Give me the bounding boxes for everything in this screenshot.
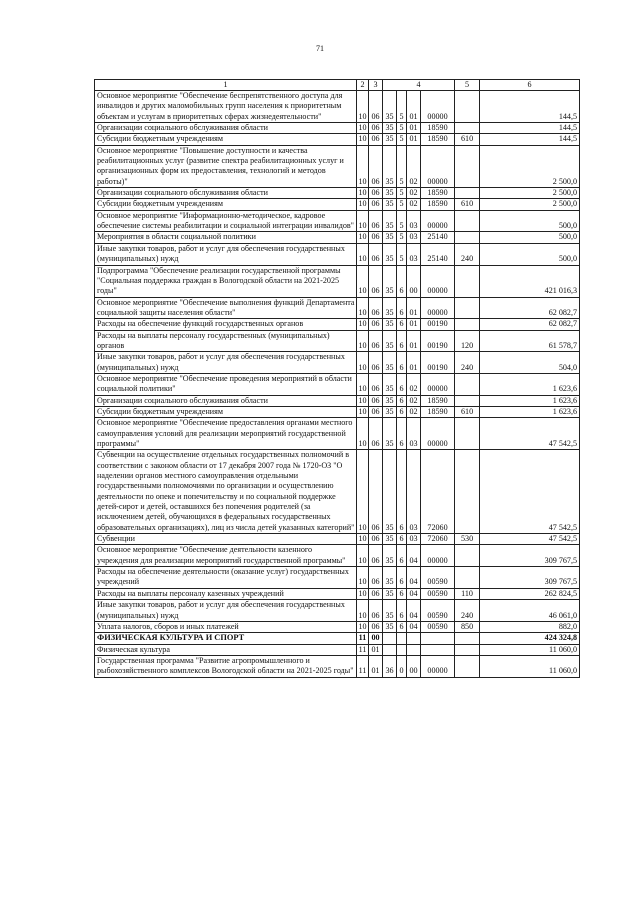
table-row	[95, 406, 580, 417]
row-name: Субсидии бюджетным учреждениям	[95, 199, 357, 210]
row-section-code: 10	[357, 600, 369, 622]
row-amount: 47 542,5	[480, 450, 580, 534]
row-subsection-code: 06	[369, 621, 383, 632]
header-cell-3: 3	[369, 80, 383, 91]
row-program-code: 35	[383, 199, 397, 210]
row-subsection-code: 06	[369, 395, 383, 406]
row-section-code: 10	[358, 319, 367, 329]
row-subsection-code: 06	[369, 123, 383, 134]
row-name: Расходы на выплаты персоналу государственных (муниципальных) органов	[95, 330, 357, 352]
row-section-code: 10	[358, 188, 367, 198]
page-number: 71	[316, 44, 324, 53]
row-expense-type-code	[455, 450, 480, 534]
row-subprogram-code: 5	[397, 91, 407, 123]
row-expense-type-code	[455, 418, 480, 450]
row-subprogram-code: 5	[397, 199, 407, 210]
row-name: Физическая культура	[95, 644, 357, 655]
row-event-code: 01	[407, 134, 421, 145]
row-subsection-code: 06	[369, 265, 383, 297]
row-amount: 424 324,8	[480, 633, 580, 644]
row-subsection-code: 00	[369, 633, 383, 644]
row-subprogram-code	[397, 644, 407, 655]
row-program-code: 35	[383, 243, 397, 265]
row-direction-code: 25140	[421, 232, 455, 243]
row-event-code: 03	[407, 243, 421, 265]
row-section-code: 10	[357, 418, 369, 450]
row-program-code: 35	[383, 373, 397, 395]
row-subsection-code: 06	[369, 134, 383, 145]
row-amount: 1 623,6	[480, 373, 580, 395]
row-amount: 504,0	[480, 352, 580, 374]
row-subprogram-code: 6	[397, 567, 407, 589]
row-direction-code: 00000	[421, 265, 455, 297]
row-program-code: 35	[383, 145, 397, 187]
row-subprogram-code: 6	[397, 418, 407, 450]
row-name: Основное мероприятие "Обеспечение беспрепятственного доступа для инвалидов и других маломобильных групп населения к приоритетным объектам и услугам в приоритетных сферах жизнедеятельности"	[95, 91, 357, 123]
row-amount: 11 060,0	[480, 644, 580, 655]
row-event-code: 03	[407, 210, 421, 232]
row-direction-code: 00000	[421, 145, 455, 187]
row-direction-code: 00590	[421, 567, 455, 589]
row-event-code: 02	[407, 145, 421, 187]
row-section-code: 11	[357, 655, 369, 677]
row-direction-code: 00000	[421, 545, 455, 567]
row-subsection-code: 06	[369, 534, 383, 545]
table-row	[95, 330, 580, 352]
table-row	[95, 655, 580, 677]
row-program-code: 35	[383, 534, 397, 545]
row-event-code: 01	[407, 123, 421, 134]
row-expense-type-code: 850	[455, 621, 480, 632]
row-program-code: 35	[383, 621, 397, 632]
row-section-code: 10	[357, 297, 369, 319]
row-subsection-code: 06	[369, 588, 383, 599]
row-program-code: 35	[383, 91, 397, 123]
row-program-code: 35	[383, 188, 397, 199]
row-name: Государственная программа "Развитие агропромышленного и рыбохозяйственного комплексов Вологодской области на 2021-2025 годы"	[95, 655, 357, 677]
row-event-code: 02	[407, 395, 421, 406]
row-event-code: 02	[407, 188, 421, 199]
row-subprogram-code: 6	[397, 406, 407, 417]
row-name: Расходы на выплаты персоналу казенных учреждений	[95, 588, 357, 599]
row-subprogram-code: 6	[397, 450, 407, 534]
row-name: Уплата налогов, сборов и иных платежей	[95, 621, 357, 632]
row-subsection-code: 06	[369, 188, 383, 199]
row-name: Основное мероприятие "Обеспечение предоставления органами местного самоуправления условий для реализации мероприятий государственной программы"	[95, 418, 357, 450]
row-subsection-code: 06	[369, 232, 383, 243]
row-subsection-code: 06	[369, 352, 383, 374]
row-subsection-code: 06	[369, 545, 383, 567]
row-direction-code: 00000	[421, 210, 455, 232]
row-expense-type-code	[455, 210, 480, 232]
row-subsection-code: 06	[369, 145, 383, 187]
row-expense-type-code	[455, 373, 480, 395]
row-subprogram-code: 6	[397, 297, 407, 319]
row-name: Организации социального обслуживания области	[95, 188, 357, 199]
row-program-code: 35	[383, 600, 397, 622]
row-direction-code: 72060	[421, 450, 455, 534]
row-expense-type-code: 610	[455, 134, 480, 145]
row-name: Иные закупки товаров, работ и услуг для обеспечения государственных (муниципальных) нужд	[95, 352, 357, 374]
header-cell-1: 1	[95, 80, 357, 91]
table-row	[95, 600, 580, 622]
row-name: Организации социального обслуживания области	[95, 395, 357, 406]
row-program-code	[383, 644, 397, 655]
row-subsection-code: 06	[369, 210, 383, 232]
row-program-code: 35	[383, 450, 397, 534]
row-section-code: 10	[357, 373, 369, 395]
row-direction-code: 18590	[421, 134, 455, 145]
row-subprogram-code: 6	[397, 545, 407, 567]
row-program-code: 35	[383, 330, 397, 352]
row-program-code: 35	[383, 297, 397, 319]
row-section-code: 10	[358, 134, 367, 144]
row-event-code: 00	[407, 265, 421, 297]
row-section-code: 10	[357, 450, 369, 534]
row-expense-type-code: 530	[455, 534, 480, 545]
row-event-code: 00	[407, 655, 421, 677]
row-section-code: 10	[357, 145, 369, 187]
row-section-code: 10	[357, 330, 369, 352]
table-row	[95, 265, 580, 297]
row-amount: 2 500,0	[480, 199, 580, 210]
row-program-code: 35	[383, 395, 397, 406]
row-event-code: 04	[407, 545, 421, 567]
row-section-code: 10	[357, 265, 369, 297]
table-row	[95, 243, 580, 265]
table-row	[95, 418, 580, 450]
row-amount: 309 767,5	[480, 545, 580, 567]
row-subprogram-code: 6	[397, 621, 407, 632]
row-name: Иные закупки товаров, работ и услуг для обеспечения государственных (муниципальных) нужд	[95, 600, 357, 622]
table-row	[95, 297, 580, 319]
row-expense-type-code	[455, 188, 480, 199]
row-section-code: 11	[357, 633, 369, 644]
row-subsection-code: 06	[369, 418, 383, 450]
row-subsection-code: 06	[369, 243, 383, 265]
row-amount: 144,5	[480, 91, 580, 123]
row-subsection-code: 06	[369, 199, 383, 210]
row-expense-type-code: 610	[455, 199, 480, 210]
row-direction-code: 72060	[421, 534, 455, 545]
row-subsection-code: 06	[369, 319, 383, 330]
row-name: Субсидии бюджетным учреждениям	[95, 134, 357, 145]
table-row	[95, 633, 580, 644]
table-header-row	[95, 80, 580, 91]
row-amount: 47 542,5	[480, 418, 580, 450]
row-event-code: 04	[407, 600, 421, 622]
table-row	[95, 450, 580, 534]
row-expense-type-code	[455, 145, 480, 187]
row-program-code: 35	[383, 265, 397, 297]
row-program-code: 35	[383, 588, 397, 599]
table-row	[95, 188, 580, 199]
row-expense-type-code	[455, 319, 480, 330]
row-event-code: 02	[407, 373, 421, 395]
row-expense-type-code	[455, 123, 480, 134]
row-subsection-code: 06	[369, 600, 383, 622]
table-row	[95, 199, 580, 210]
row-event-code: 01	[407, 330, 421, 352]
row-program-code: 36	[383, 655, 397, 677]
table-row	[95, 319, 580, 330]
row-expense-type-code: 110	[455, 588, 480, 599]
row-event-code: 04	[407, 621, 421, 632]
header-cell-2: 2	[357, 80, 369, 91]
row-subsection-code: 06	[369, 91, 383, 123]
row-program-code: 35	[383, 352, 397, 374]
row-program-code	[383, 633, 397, 644]
row-direction-code: 00190	[421, 352, 455, 374]
row-subprogram-code: 6	[397, 352, 407, 374]
row-expense-type-code	[455, 395, 480, 406]
row-name: Мероприятия в области социальной политики	[95, 232, 357, 243]
table-row	[95, 373, 580, 395]
row-amount: 144,5	[480, 134, 580, 145]
table-row	[95, 232, 580, 243]
table-row	[95, 123, 580, 134]
row-expense-type-code: 120	[455, 330, 480, 352]
header-cell-6: 6	[480, 80, 580, 91]
table-row	[95, 545, 580, 567]
row-direction-code	[421, 644, 455, 655]
row-subprogram-code: 5	[397, 123, 407, 134]
row-event-code	[407, 633, 421, 644]
row-direction-code: 00000	[421, 418, 455, 450]
table-row	[95, 534, 580, 545]
row-direction-code: 00590	[421, 588, 455, 599]
row-subprogram-code: 5	[397, 134, 407, 145]
row-amount: 47 542,5	[480, 534, 580, 545]
row-expense-type-code: 240	[455, 600, 480, 622]
row-amount: 11 060,0	[480, 655, 580, 677]
row-event-code: 01	[407, 319, 421, 330]
table-row	[95, 145, 580, 187]
row-amount: 262 824,5	[480, 588, 580, 599]
row-amount: 144,5	[480, 123, 580, 134]
row-name: Субсидии бюджетным учреждениям	[95, 406, 357, 417]
row-direction-code: 00000	[421, 297, 455, 319]
row-direction-code: 00000	[421, 373, 455, 395]
table-row	[95, 210, 580, 232]
table-row	[95, 567, 580, 589]
row-amount: 500,0	[480, 210, 580, 232]
row-section-code: 10	[357, 567, 369, 589]
table-row	[95, 588, 580, 599]
row-subprogram-code: 6	[397, 265, 407, 297]
row-direction-code: 25140	[421, 243, 455, 265]
row-name: Основное мероприятие "Информационно-методическое, кадровое обеспечение системы реабилитации и социальной интеграции инвалидов"	[95, 210, 357, 232]
row-name: Организации социального обслуживания области	[95, 123, 357, 134]
row-section-code: 10	[357, 352, 369, 374]
row-expense-type-code	[455, 644, 480, 655]
row-subprogram-code: 5	[397, 243, 407, 265]
row-section-code: 10	[358, 232, 367, 242]
row-amount: 500,0	[480, 232, 580, 243]
row-event-code: 01	[407, 91, 421, 123]
row-amount: 62 082,7	[480, 319, 580, 330]
row-event-code: 02	[407, 199, 421, 210]
row-event-code: 01	[407, 352, 421, 374]
row-subprogram-code: 5	[397, 145, 407, 187]
row-amount: 2 500,0	[480, 145, 580, 187]
row-event-code	[407, 644, 421, 655]
row-subprogram-code: 5	[397, 210, 407, 232]
row-section-code: 11	[357, 644, 369, 655]
table-row	[95, 621, 580, 632]
row-program-code: 35	[383, 210, 397, 232]
row-subprogram-code: 5	[397, 188, 407, 199]
row-subsection-code: 06	[369, 373, 383, 395]
row-section-code: 10	[358, 534, 367, 544]
row-expense-type-code: 240	[455, 243, 480, 265]
table-row	[95, 352, 580, 374]
row-name: ФИЗИЧЕСКАЯ КУЛЬТУРА И СПОРТ	[95, 633, 357, 644]
row-expense-type-code	[455, 297, 480, 319]
row-amount: 1 623,6	[480, 406, 580, 417]
row-amount: 1 623,6	[480, 395, 580, 406]
row-section-code: 10	[357, 91, 369, 123]
row-section-code: 10	[357, 545, 369, 567]
row-name: Субвенции на осуществление отдельных государственных полномочий в соответствии с законом области от 17 декабря 2007 года № 1720-ОЗ "О наделении органов местного самоуправления отдельными государственными полномочиями по организации и осуществлению деятельности по опеке и попечительству и по социальной поддержке детей-сирот и детей, оставшихся без попечения родителей (за исключением детей, обучающихся в федеральных государственных образовательных организациях), лиц из числа детей указанных категорий"	[95, 450, 357, 534]
row-name: Основное мероприятие "Обеспечение проведения мероприятий в области социальной политики"	[95, 373, 357, 395]
table-row	[95, 91, 580, 123]
row-subprogram-code: 6	[397, 395, 407, 406]
row-section-code: 10	[358, 406, 367, 416]
row-expense-type-code	[455, 633, 480, 644]
row-event-code: 03	[407, 450, 421, 534]
row-section-code: 10	[358, 123, 367, 133]
row-subprogram-code: 6	[397, 600, 407, 622]
row-name: Основное мероприятие "Обеспечение выполнения функций Департамента социальной защиты населения области"	[95, 297, 357, 319]
row-subsection-code: 01	[369, 644, 383, 655]
row-subprogram-code: 0	[397, 655, 407, 677]
budget-table	[94, 79, 580, 678]
row-name: Расходы на обеспечение функций государственных органов	[95, 319, 357, 330]
row-amount: 61 578,7	[480, 330, 580, 352]
row-expense-type-code	[455, 91, 480, 123]
row-amount: 46 061,0	[480, 600, 580, 622]
row-amount: 309 767,5	[480, 567, 580, 589]
row-direction-code: 00590	[421, 621, 455, 632]
table-row	[95, 134, 580, 145]
row-program-code: 35	[383, 232, 397, 243]
row-expense-type-code	[455, 655, 480, 677]
row-direction-code: 00190	[421, 330, 455, 352]
row-program-code: 35	[383, 545, 397, 567]
row-subprogram-code: 6	[397, 534, 407, 545]
row-direction-code: 18590	[421, 395, 455, 406]
header-cell-5: 5	[455, 80, 480, 91]
row-program-code: 35	[383, 134, 397, 145]
row-direction-code	[421, 633, 455, 644]
row-subprogram-code: 6	[397, 373, 407, 395]
row-name: Расходы на обеспечение деятельности (оказание услуг) государственных учреждений	[95, 567, 357, 589]
row-name: Иные закупки товаров, работ и услуг для обеспечения государственных (муниципальных) нужд	[95, 243, 357, 265]
row-amount: 500,0	[480, 243, 580, 265]
row-event-code: 01	[407, 297, 421, 319]
row-direction-code: 18590	[421, 406, 455, 417]
row-section-code: 10	[358, 621, 367, 631]
row-name: Подпрограмма "Обеспечение реализации государственной программы "Социальная поддержка граждан в Вологодской области на 2021-2025 годы"	[95, 265, 357, 297]
row-subsection-code: 06	[369, 450, 383, 534]
row-program-code: 35	[383, 123, 397, 134]
row-direction-code: 18590	[421, 188, 455, 199]
row-section-code: 10	[358, 199, 367, 209]
row-subsection-code: 06	[369, 567, 383, 589]
row-program-code: 35	[383, 406, 397, 417]
row-subsection-code: 06	[369, 330, 383, 352]
row-expense-type-code	[455, 545, 480, 567]
row-direction-code: 18590	[421, 199, 455, 210]
row-program-code: 35	[383, 567, 397, 589]
row-program-code: 35	[383, 319, 397, 330]
row-expense-type-code	[455, 567, 480, 589]
row-amount: 2 500,0	[480, 188, 580, 199]
row-subprogram-code: 5	[397, 232, 407, 243]
table-row	[95, 644, 580, 655]
row-subsection-code: 06	[369, 406, 383, 417]
row-subprogram-code: 6	[397, 588, 407, 599]
row-event-code: 03	[407, 232, 421, 243]
row-section-code: 10	[357, 210, 369, 232]
row-name: Основное мероприятие "Повышение доступности и качества реабилитационных услуг (развитие спектра реабилитационных услуг и организационных форм их предоставления, технологий и методов работы)"	[95, 145, 357, 187]
row-event-code: 02	[407, 406, 421, 417]
row-subprogram-code: 6	[397, 319, 407, 330]
row-subprogram-code: 6	[397, 330, 407, 352]
row-expense-type-code: 610	[455, 406, 480, 417]
row-direction-code: 18590	[421, 123, 455, 134]
row-event-code: 04	[407, 567, 421, 589]
row-expense-type-code: 240	[455, 352, 480, 374]
row-direction-code: 00590	[421, 600, 455, 622]
row-amount: 62 082,7	[480, 297, 580, 319]
row-direction-code: 00190	[421, 319, 455, 330]
row-expense-type-code	[455, 232, 480, 243]
row-amount: 421 016,3	[480, 265, 580, 297]
row-direction-code: 00000	[421, 91, 455, 123]
row-section-code: 10	[358, 395, 367, 405]
row-subsection-code: 01	[369, 655, 383, 677]
table-row	[95, 395, 580, 406]
row-program-code: 35	[383, 418, 397, 450]
row-event-code: 04	[407, 588, 421, 599]
row-amount: 882,0	[480, 621, 580, 632]
row-event-code: 03	[407, 534, 421, 545]
row-direction-code: 00000	[421, 655, 455, 677]
row-expense-type-code	[455, 265, 480, 297]
row-name: Субвенции	[95, 534, 357, 545]
row-subprogram-code	[397, 633, 407, 644]
header-cell-4: 4	[383, 80, 455, 91]
row-section-code: 10	[357, 243, 369, 265]
row-section-code: 10	[358, 588, 367, 598]
row-event-code: 03	[407, 418, 421, 450]
row-subsection-code: 06	[369, 297, 383, 319]
row-name: Основное мероприятие "Обеспечение деятельности казенного учреждения для реализации мероприятий государственной программы"	[95, 545, 357, 567]
